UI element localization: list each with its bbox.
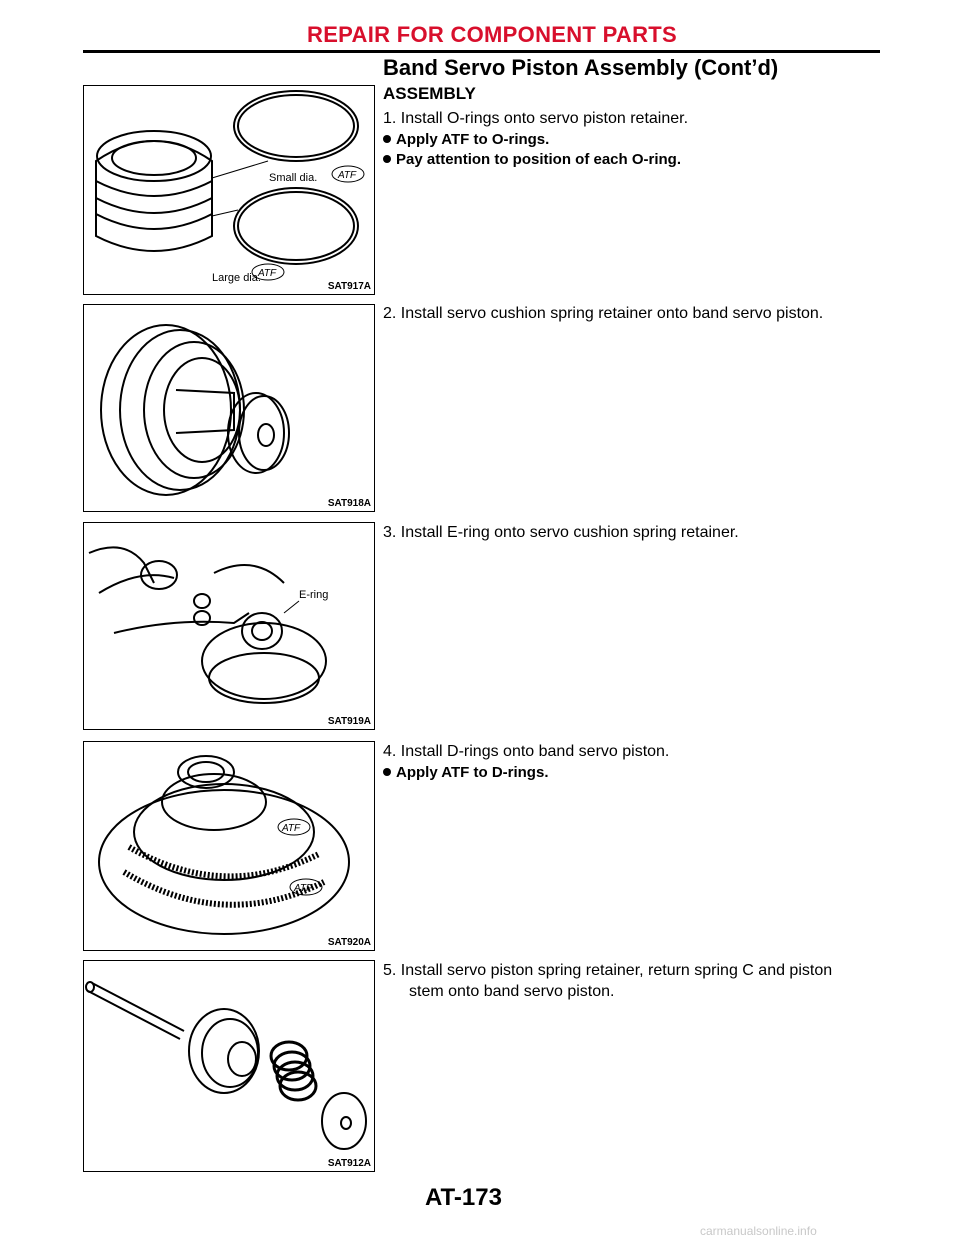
bullet-1b: Pay attention to position of each O-ring. [383, 150, 883, 170]
step-5-line-2: stem onto band servo piston. [409, 983, 615, 1000]
step-5-line-1: 5. Install servo piston spring retainer, return spring C and piston [383, 962, 833, 979]
step-4: 4. Install D-rings onto band servo piston. [383, 743, 670, 760]
section-heading: ASSEMBLY [383, 84, 476, 103]
return-spring-illustration [84, 961, 374, 1171]
d-ring-illustration [84, 742, 374, 950]
page-number: AT-173 [425, 1184, 502, 1211]
small-dia-label: Small dia. [269, 172, 318, 184]
figure-d-rings [83, 741, 375, 951]
atf-label: ATF [282, 823, 301, 834]
figure-cushion-spring-retainer [83, 304, 375, 512]
section-header: REPAIR FOR COMPONENT PARTS [307, 22, 677, 47]
header-divider [83, 50, 880, 53]
bullet-4a: Apply ATF to D-rings. [383, 763, 883, 783]
figure-code: SAT919A [327, 716, 371, 727]
step-5 [383, 960, 883, 1002]
step-1: 1. Install O-rings onto servo piston retainer. [383, 110, 689, 127]
figure-code: SAT920A [327, 937, 371, 948]
large-dia-label: Large dia. [212, 272, 261, 284]
bullet-icon [383, 155, 391, 163]
o-ring-illustration [84, 86, 374, 294]
atf-label: ATF [338, 170, 357, 181]
piston-illustration [84, 305, 374, 511]
page-title: Band Servo Piston Assembly (Cont’d) [383, 55, 779, 80]
figure-code: SAT917A [327, 281, 371, 292]
figure-code: SAT918A [327, 498, 371, 509]
bullet-icon [383, 768, 391, 776]
bullet-1a: Apply ATF to O-rings. [383, 130, 883, 150]
atf-label: ATF [294, 883, 313, 894]
atf-label: ATF [258, 268, 277, 279]
step-3: 3. Install E-ring onto servo cushion spring retainer. [383, 524, 739, 541]
figure-code: SAT912A [327, 1158, 371, 1169]
e-ring-illustration [84, 523, 374, 729]
figure-o-rings [83, 85, 375, 295]
figure-e-ring [83, 522, 375, 730]
step-2: 2. Install servo cushion spring retainer onto band servo piston. [383, 305, 824, 322]
footer-watermark: carmanualsonline.info [700, 1224, 817, 1238]
bullet-icon [383, 135, 391, 143]
e-ring-label: E-ring [299, 589, 329, 601]
figure-return-spring [83, 960, 375, 1172]
